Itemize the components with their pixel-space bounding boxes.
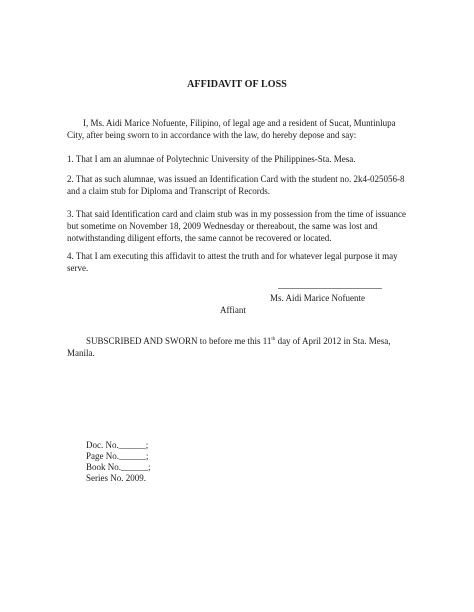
- intro-paragraph: I, Ms. Aidi Marice Nofuente, Filipino, of legal age and a resident of Sucat, Muntinlupa City, after being sworn to in accordance with the law, do hereby depose and say:: [67, 118, 396, 140]
- doc-number-line: Doc. No.______;: [86, 440, 149, 450]
- subscribed-sworn-paragraph: [67, 335, 412, 359]
- signature-line: [278, 288, 382, 289]
- page-number-line: Page No.______;: [86, 451, 149, 461]
- affiant-name: Ms. Aidi Marice Nofuente: [270, 293, 365, 303]
- series-number-line: Series No. 2009.: [86, 473, 146, 483]
- day-ordinal-suffix: th: [271, 337, 276, 342]
- document-title: AFFIDAVIT OF LOSS: [187, 79, 287, 90]
- subscribed-text-after: day of April 2012 in Sta. Mesa, Manila.: [67, 336, 391, 358]
- book-number-line: Book No.______;: [86, 462, 151, 472]
- paragraph-2: 2. That as such alumnae, was issued an Identification Card with the student no. 2k4-025056-8 and a claim stub for Diploma and Transcript of Records.: [67, 174, 405, 196]
- paragraph-1: 1. That I am an alumnae of Polytechnic University of the Philippines-Sta. Mesa.: [67, 154, 356, 164]
- affiant-label: Affiant: [220, 305, 246, 315]
- paragraph-3: 3. That said Identification card and claim stub was in my possession from the time of issuance but sometime on November 18, 2009 Wednesday or thereabout, the same was lost and notwithstanding diligent efforts, the same cannot be recovered or located.: [67, 209, 407, 243]
- notary-block: [86, 440, 151, 484]
- subscribed-text-before: SUBSCRIBED AND SWORN to before me this 11: [86, 336, 272, 346]
- paragraph-4: 4. That I am executing this affidavit to attest the truth and for whatever legal purpose it may serve.: [67, 251, 398, 273]
